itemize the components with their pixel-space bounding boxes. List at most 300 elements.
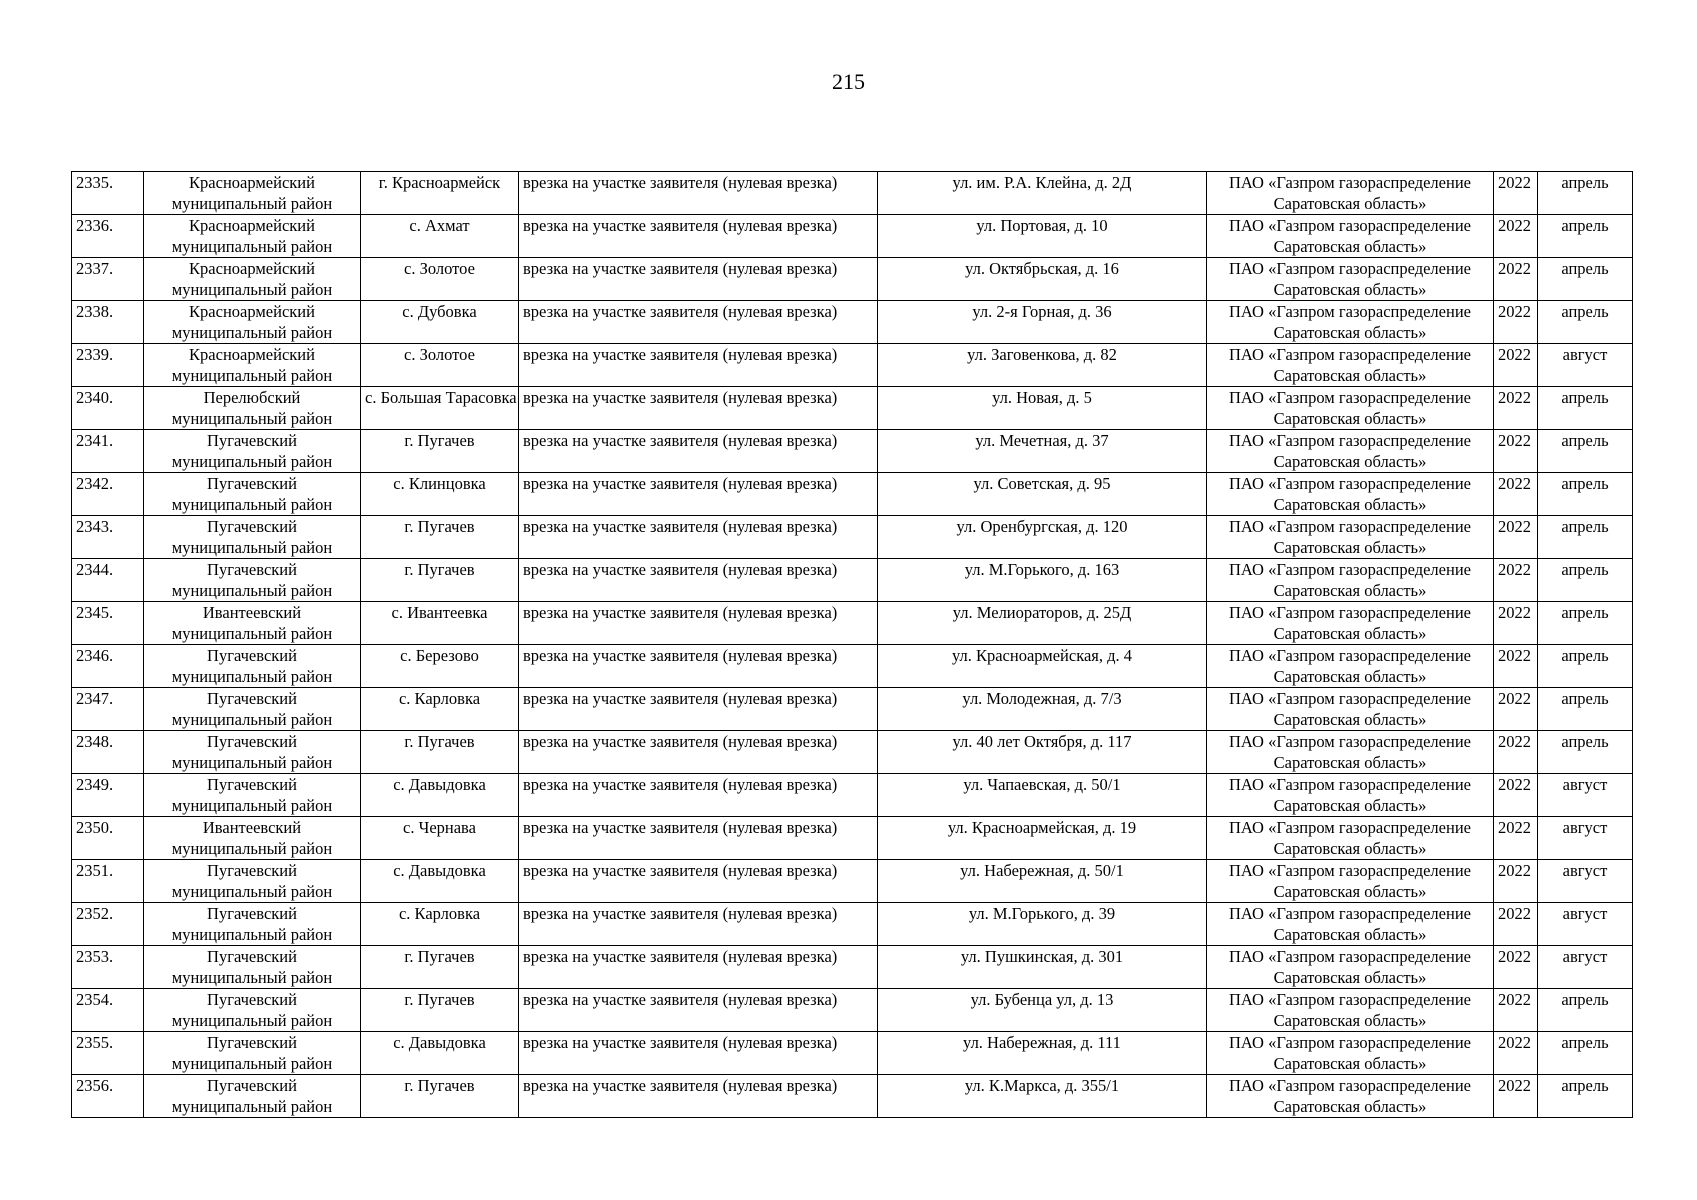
table-row	[72, 817, 1633, 860]
locality-cell	[361, 903, 519, 946]
district-type: муниципальный район	[171, 581, 333, 600]
year-cell	[1494, 1032, 1538, 1075]
organization-cell	[1207, 301, 1494, 344]
month: апрель	[1561, 388, 1609, 407]
district-name: Красноармейский	[189, 173, 315, 192]
organization-line-1: ПАО «Газпром газораспределение	[1229, 689, 1471, 708]
organization-line-1: ПАО «Газпром газораспределение	[1229, 646, 1471, 665]
row-number-cell	[72, 903, 144, 946]
organization-line-2: Саратовская область»	[1273, 323, 1427, 342]
table-row	[72, 344, 1633, 387]
month: апрель	[1561, 259, 1609, 278]
row-number-cell	[72, 387, 144, 430]
locality: с. Ивантеевка	[391, 603, 488, 622]
locality: с. Давыдовка	[393, 861, 486, 880]
district-type: муниципальный район	[171, 495, 333, 514]
district-name: Красноармейский	[189, 216, 315, 235]
work-type: врезка на участке заявителя (нулевая врезка)	[523, 603, 838, 622]
month-cell	[1538, 172, 1633, 215]
page-number: 215	[832, 69, 865, 94]
locality-cell	[361, 172, 519, 215]
month: апрель	[1561, 173, 1609, 192]
work-type-cell	[519, 473, 878, 516]
month-cell	[1538, 688, 1633, 731]
organization-line-1: ПАО «Газпром газораспределение	[1229, 1076, 1471, 1095]
address: ул. 2-я Горная, д. 36	[972, 302, 1112, 321]
locality: г. Пугачев	[404, 431, 475, 450]
work-type: врезка на участке заявителя (нулевая врезка)	[523, 431, 838, 450]
locality-cell	[361, 602, 519, 645]
locality: с. Давыдовка	[393, 1033, 486, 1052]
work-type-cell	[519, 688, 878, 731]
table-row	[72, 602, 1633, 645]
organization-line-1: ПАО «Газпром газораспределение	[1229, 818, 1471, 837]
organization-line-1: ПАО «Газпром газораспределение	[1229, 431, 1471, 450]
locality: г. Пугачев	[404, 732, 475, 751]
year-cell	[1494, 645, 1538, 688]
row-number-cell	[72, 301, 144, 344]
work-type-cell	[519, 1032, 878, 1075]
district-name: Пугачевский	[207, 1076, 297, 1095]
row-number: 2338.	[76, 302, 114, 321]
district-cell	[144, 516, 361, 559]
work-type-cell	[519, 860, 878, 903]
address: ул. Советская, д. 95	[973, 474, 1111, 493]
district-name: Пугачевский	[207, 904, 297, 923]
district-cell	[144, 1075, 361, 1118]
address: ул. Пушкинская, д. 301	[960, 947, 1124, 966]
address-cell	[878, 903, 1207, 946]
row-number: 2341.	[76, 431, 114, 450]
work-type: врезка на участке заявителя (нулевая врезка)	[523, 474, 838, 493]
district-type: муниципальный район	[171, 538, 333, 557]
locality-cell	[361, 258, 519, 301]
year: 2022	[1498, 388, 1531, 407]
year: 2022	[1498, 345, 1531, 364]
work-type: врезка на участке заявителя (нулевая врезка)	[523, 861, 838, 880]
row-number-cell	[72, 645, 144, 688]
year: 2022	[1498, 603, 1531, 622]
row-number: 2353.	[76, 947, 114, 966]
work-type-cell	[519, 1075, 878, 1118]
table-row	[72, 559, 1633, 602]
organization-line-2: Саратовская область»	[1273, 366, 1427, 385]
address: ул. Красноармейская, д. 4	[951, 646, 1133, 665]
row-number: 2347.	[76, 689, 114, 708]
work-type: врезка на участке заявителя (нулевая врезка)	[523, 732, 838, 751]
organization-cell	[1207, 731, 1494, 774]
table-row	[72, 387, 1633, 430]
year-cell	[1494, 172, 1538, 215]
organization-line-1: ПАО «Газпром газораспределение	[1229, 173, 1471, 192]
year: 2022	[1498, 904, 1531, 923]
locality-cell	[361, 688, 519, 731]
address-cell	[878, 516, 1207, 559]
work-type-cell	[519, 559, 878, 602]
work-type: врезка на участке заявителя (нулевая врезка)	[523, 345, 838, 364]
district-cell	[144, 989, 361, 1032]
district-cell	[144, 559, 361, 602]
address-cell	[878, 774, 1207, 817]
district-type: муниципальный район	[171, 667, 333, 686]
table-row	[72, 516, 1633, 559]
locality: с. Давыдовка	[393, 775, 486, 794]
organization-line-1: ПАО «Газпром газораспределение	[1229, 904, 1471, 923]
organization-line-1: ПАО «Газпром газораспределение	[1229, 474, 1471, 493]
address: ул. Заговенкова, д. 82	[967, 345, 1117, 364]
month-cell	[1538, 215, 1633, 258]
locality-cell	[361, 559, 519, 602]
year-cell	[1494, 860, 1538, 903]
address-cell	[878, 344, 1207, 387]
district-cell	[144, 817, 361, 860]
work-type-cell	[519, 817, 878, 860]
address-cell	[878, 473, 1207, 516]
organization-cell	[1207, 946, 1494, 989]
address: ул. Красноармейская, д. 19	[947, 818, 1137, 837]
locality: с. Березово	[400, 646, 479, 665]
organization-line-1: ПАО «Газпром газораспределение	[1229, 603, 1471, 622]
table-body	[72, 172, 1633, 1118]
address: ул. Мечетная, д. 37	[975, 431, 1109, 450]
month: август	[1562, 345, 1608, 364]
locality: г. Пугачев	[404, 517, 475, 536]
locality-cell	[361, 946, 519, 989]
locality: с. Карловка	[398, 689, 481, 708]
month-cell	[1538, 473, 1633, 516]
district-cell	[144, 301, 361, 344]
address: ул. Чапаевская, д. 50/1	[963, 775, 1121, 794]
work-type: врезка на участке заявителя (нулевая врезка)	[523, 689, 838, 708]
organization-line-2: Саратовская область»	[1273, 882, 1427, 901]
month: апрель	[1561, 1033, 1609, 1052]
locality: с. Золотое	[404, 259, 475, 278]
work-type-cell	[519, 989, 878, 1032]
year-cell	[1494, 774, 1538, 817]
organization-line-1: ПАО «Газпром газораспределение	[1229, 388, 1471, 407]
month-cell	[1538, 731, 1633, 774]
district-type: муниципальный район	[171, 1054, 333, 1073]
row-number: 2335.	[76, 173, 114, 192]
year-cell	[1494, 301, 1538, 344]
row-number-cell	[72, 774, 144, 817]
organization-line-2: Саратовская область»	[1273, 710, 1427, 729]
month: август	[1562, 775, 1608, 794]
address-cell	[878, 645, 1207, 688]
organization-cell	[1207, 860, 1494, 903]
locality-cell	[361, 817, 519, 860]
address: ул. Набережная, д. 50/1	[960, 861, 1124, 880]
work-type-cell	[519, 645, 878, 688]
locality-cell	[361, 473, 519, 516]
month-cell	[1538, 817, 1633, 860]
year-cell	[1494, 473, 1538, 516]
row-number: 2345.	[76, 603, 114, 622]
district-name: Пугачевский	[207, 775, 297, 794]
organization-cell	[1207, 473, 1494, 516]
month: апрель	[1561, 1076, 1609, 1095]
locality: г. Пугачев	[404, 947, 475, 966]
address-cell	[878, 602, 1207, 645]
address-cell	[878, 301, 1207, 344]
district-name: Пугачевский	[207, 689, 297, 708]
row-number: 2350.	[76, 818, 114, 837]
month-cell	[1538, 774, 1633, 817]
work-type: врезка на участке заявителя (нулевая врезка)	[523, 1076, 838, 1095]
district-type: муниципальный район	[171, 323, 333, 342]
row-number-cell	[72, 731, 144, 774]
year-cell	[1494, 344, 1538, 387]
row-number: 2340.	[76, 388, 114, 407]
table-row	[72, 860, 1633, 903]
work-type: врезка на участке заявителя (нулевая врезка)	[523, 990, 838, 1009]
district-name: Пугачевский	[207, 517, 297, 536]
district-cell	[144, 258, 361, 301]
work-type-cell	[519, 731, 878, 774]
table-row	[72, 731, 1633, 774]
work-type: врезка на участке заявителя (нулевая врезка)	[523, 646, 838, 665]
year-cell	[1494, 1075, 1538, 1118]
month: август	[1562, 904, 1608, 923]
locality-cell	[361, 860, 519, 903]
year-cell	[1494, 602, 1538, 645]
work-type: врезка на участке заявителя (нулевая врезка)	[523, 818, 838, 837]
organization-cell	[1207, 688, 1494, 731]
district-type: муниципальный район	[171, 624, 333, 643]
organization-cell	[1207, 1075, 1494, 1118]
address: ул. Октябрьская, д. 16	[965, 259, 1119, 278]
year: 2022	[1498, 517, 1531, 536]
month: апрель	[1561, 431, 1609, 450]
work-type: врезка на участке заявителя (нулевая врезка)	[523, 216, 838, 235]
month: апрель	[1561, 990, 1609, 1009]
district-type: муниципальный район	[171, 839, 333, 858]
row-number: 2355.	[76, 1033, 114, 1052]
work-type: врезка на участке заявителя (нулевая врезка)	[523, 775, 838, 794]
year: 2022	[1498, 947, 1531, 966]
work-type: врезка на участке заявителя (нулевая врезка)	[523, 904, 838, 923]
month: апрель	[1561, 474, 1609, 493]
work-type: врезка на участке заявителя (нулевая врезка)	[523, 259, 838, 278]
district-name: Красноармейский	[189, 259, 315, 278]
organization-line-2: Саратовская область»	[1273, 968, 1427, 987]
month-cell	[1538, 516, 1633, 559]
row-number-cell	[72, 860, 144, 903]
organization-cell	[1207, 215, 1494, 258]
address: ул. Мелиораторов, д. 25Д	[952, 603, 1132, 622]
year: 2022	[1498, 775, 1531, 794]
row-number: 2342.	[76, 474, 114, 493]
address: ул. Портовая, д. 10	[976, 216, 1108, 235]
district-type: муниципальный район	[171, 1011, 333, 1030]
month: апрель	[1561, 216, 1609, 235]
row-number: 2356.	[76, 1076, 114, 1095]
work-type: врезка на участке заявителя (нулевая врезка)	[523, 560, 838, 579]
table-row	[72, 989, 1633, 1032]
row-number-cell	[72, 473, 144, 516]
organization-line-2: Саратовская область»	[1273, 495, 1427, 514]
locality: с. Ахмат	[409, 216, 470, 235]
table-row	[72, 903, 1633, 946]
district-name: Красноармейский	[189, 345, 315, 364]
locality-cell	[361, 774, 519, 817]
year-cell	[1494, 731, 1538, 774]
row-number: 2354.	[76, 990, 114, 1009]
address-cell	[878, 559, 1207, 602]
work-type-cell	[519, 387, 878, 430]
row-number-cell	[72, 172, 144, 215]
district-cell	[144, 387, 361, 430]
year: 2022	[1498, 560, 1531, 579]
organization-line-2: Саратовская область»	[1273, 624, 1427, 643]
row-number-cell	[72, 344, 144, 387]
month: апрель	[1561, 517, 1609, 536]
organization-cell	[1207, 817, 1494, 860]
locality: с. Большая Тарасовка	[365, 388, 517, 407]
row-number-cell	[72, 602, 144, 645]
year: 2022	[1498, 1076, 1531, 1095]
organization-cell	[1207, 602, 1494, 645]
month-cell	[1538, 903, 1633, 946]
organization-line-2: Саратовская область»	[1273, 796, 1427, 815]
table-row	[72, 645, 1633, 688]
district-cell	[144, 774, 361, 817]
address: ул. 40 лет Октября, д. 117	[952, 732, 1132, 751]
row-number-cell	[72, 817, 144, 860]
organization-cell	[1207, 258, 1494, 301]
year: 2022	[1498, 1033, 1531, 1052]
locality: с. Золотое	[404, 345, 475, 364]
work-type-cell	[519, 215, 878, 258]
organization-cell	[1207, 344, 1494, 387]
locality: г. Пугачев	[404, 560, 475, 579]
locality: с. Дубовка	[402, 302, 477, 321]
address-cell	[878, 215, 1207, 258]
address-cell	[878, 387, 1207, 430]
locality-cell	[361, 1075, 519, 1118]
district-type: муниципальный район	[171, 366, 333, 385]
organization-line-1: ПАО «Газпром газораспределение	[1229, 302, 1471, 321]
row-number: 2352.	[76, 904, 114, 923]
address-cell	[878, 258, 1207, 301]
work-type-cell	[519, 301, 878, 344]
table-row	[72, 172, 1633, 215]
district-type: муниципальный район	[171, 925, 333, 944]
row-number-cell	[72, 258, 144, 301]
year-cell	[1494, 430, 1538, 473]
year-cell	[1494, 688, 1538, 731]
row-number-cell	[72, 430, 144, 473]
year: 2022	[1498, 646, 1531, 665]
address-cell	[878, 860, 1207, 903]
work-type: врезка на участке заявителя (нулевая врезка)	[523, 1033, 838, 1052]
table-row	[72, 301, 1633, 344]
organization-line-1: ПАО «Газпром газораспределение	[1229, 259, 1471, 278]
locality-cell	[361, 989, 519, 1032]
year-cell	[1494, 258, 1538, 301]
locality: с. Чернава	[403, 818, 476, 837]
table-row	[72, 258, 1633, 301]
year: 2022	[1498, 474, 1531, 493]
month-cell	[1538, 430, 1633, 473]
district-name: Ивантеевский	[202, 818, 302, 837]
month-cell	[1538, 860, 1633, 903]
year-cell	[1494, 559, 1538, 602]
organization-line-1: ПАО «Газпром газораспределение	[1229, 861, 1471, 880]
organization-line-2: Саратовская область»	[1273, 581, 1427, 600]
work-type: врезка на участке заявителя (нулевая врезка)	[523, 302, 838, 321]
month: апрель	[1561, 302, 1609, 321]
organization-line-1: ПАО «Газпром газораспределение	[1229, 990, 1471, 1009]
organization-line-2: Саратовская область»	[1273, 452, 1427, 471]
month-cell	[1538, 1032, 1633, 1075]
organization-cell	[1207, 516, 1494, 559]
locality-cell	[361, 344, 519, 387]
district-cell	[144, 1032, 361, 1075]
table-row	[72, 215, 1633, 258]
month: апрель	[1561, 603, 1609, 622]
year: 2022	[1498, 216, 1531, 235]
table-row	[72, 946, 1633, 989]
work-type-cell	[519, 774, 878, 817]
district-type: муниципальный район	[171, 710, 333, 729]
locality-cell	[361, 387, 519, 430]
district-cell	[144, 645, 361, 688]
row-number: 2339.	[76, 345, 114, 364]
work-type-cell	[519, 430, 878, 473]
address-cell	[878, 1032, 1207, 1075]
row-number: 2336.	[76, 216, 114, 235]
address-cell	[878, 430, 1207, 473]
organization-line-1: ПАО «Газпром газораспределение	[1229, 560, 1471, 579]
registry-table	[71, 171, 1633, 1118]
district-type: муниципальный район	[171, 753, 333, 772]
year: 2022	[1498, 259, 1531, 278]
month-cell	[1538, 559, 1633, 602]
year-cell	[1494, 903, 1538, 946]
table-row	[72, 430, 1633, 473]
organization-line-2: Саратовская область»	[1273, 280, 1427, 299]
district-cell	[144, 946, 361, 989]
address: ул. Молодежная, д. 7/3	[962, 689, 1122, 708]
district-type: муниципальный район	[171, 1097, 333, 1116]
year-cell	[1494, 215, 1538, 258]
district-name: Пугачевский	[207, 861, 297, 880]
month-cell	[1538, 645, 1633, 688]
locality-cell	[361, 215, 519, 258]
organization-cell	[1207, 172, 1494, 215]
work-type-cell	[519, 602, 878, 645]
row-number-cell	[72, 946, 144, 989]
district-type: муниципальный район	[171, 280, 333, 299]
address-cell	[878, 172, 1207, 215]
organization-cell	[1207, 645, 1494, 688]
district-cell	[144, 430, 361, 473]
organization-line-2: Саратовская область»	[1273, 538, 1427, 557]
address: ул. Бубенца ул, д. 13	[970, 990, 1114, 1009]
district-type: муниципальный район	[171, 796, 333, 815]
district-cell	[144, 602, 361, 645]
locality-cell	[361, 301, 519, 344]
organization-line-2: Саратовская область»	[1273, 1097, 1427, 1116]
district-cell	[144, 688, 361, 731]
address: ул. Набережная, д. 111	[963, 1033, 1121, 1052]
organization-line-2: Саратовская область»	[1273, 237, 1427, 256]
district-name: Ивантеевский	[202, 603, 302, 622]
work-type-cell	[519, 903, 878, 946]
work-type-cell	[519, 172, 878, 215]
table-row	[72, 688, 1633, 731]
